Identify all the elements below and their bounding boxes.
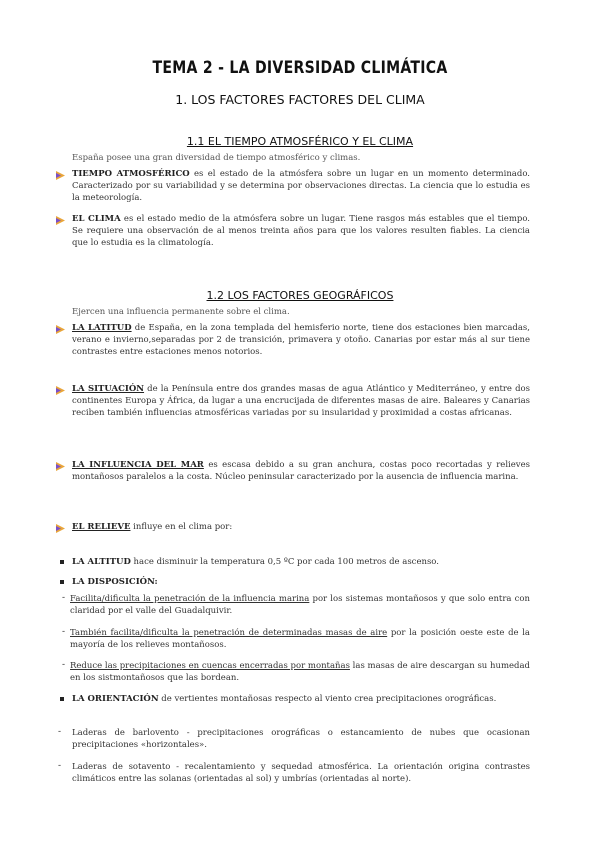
hand-bullet-icon (56, 325, 65, 334)
hand-bullet-icon (56, 386, 65, 395)
disposicion-item: LA DISPOSICIÓN: (72, 577, 158, 587)
section-heading-1-1: 1.1 EL TIEMPO ATMOSFÉRICO Y EL CLIMA (186, 135, 414, 148)
square-bullet-icon (60, 580, 64, 584)
situacion-paragraph: LA SITUACIÓN de la Península entre dos grandes masas de agua Atlántico y Mediterráneo, y entre dos continentes Europa y África, da lugar a una encrucijada de diferentes masas de aire. Baleares y Canarias reciben también influencias atmosféricas variadas por su insularidad y proximidad a costas africanas. (72, 384, 530, 418)
square-bullet-icon (60, 697, 64, 701)
disposicion-point-1: Facilita/dificulta la penetración de la influencia marina por los sistemas montañosos y que solo entra con claridad por el valle del Guadalquivir. (70, 594, 530, 616)
relieve-paragraph: EL RELIEVE influye en el clima por: (72, 522, 233, 532)
dash-bullet: - (62, 660, 66, 670)
dash-bullet: - (58, 761, 62, 771)
page-title: TEMA 2 - LA DIVERSIDAD CLIMÁTICA (152, 58, 448, 78)
disposicion-point-3: Reduce las precipitaciones en cuencas encerradas por montañas las masas de aire descargan su humedad en los sistmontañosos que las bordean. (70, 661, 530, 683)
latitud-paragraph: LA LATITUD de España, en la zona templada del hemisferio norte, tiene dos estaciones bien marcadas, verano e invierno,separadas por 2 de transición, primavera y otoño. Canarias por estar más al sur tiene contrastes entre estaciones menos notorios. (72, 323, 530, 357)
section-1-1-intro: España posee una gran diversidad de tiempo atmosférico y climas. (72, 153, 361, 163)
hand-bullet-icon (56, 171, 65, 180)
dash-bullet: - (58, 727, 62, 737)
dash-bullet: - (62, 593, 66, 603)
square-bullet-icon (60, 560, 64, 564)
altitud-item: LA ALTITUD hace disminuir la temperatura 0,5 ºC por cada 100 metros de ascenso. (72, 557, 439, 567)
hand-bullet-icon (56, 462, 65, 471)
influencia-mar-paragraph: LA INFLUENCIA DEL MAR es escasa debido a su gran anchura, costas poco recortadas y relieves montañosos paralelos a la costa. Núcleo peninsular caracterizado por la ausencia de influencia marina. (72, 460, 530, 482)
el-clima-paragraph: EL CLIMA es el estado medio de la atmósfera sobre un lugar. Tiene rasgos más estables que el tiempo. Se requiere una observación de al menos treinta años para que los valores resulten fiables. La ciencia que lo estudia es la climatología. (72, 214, 530, 248)
sotavento-item: Laderas de sotavento - recalentamiento y sequedad atmosférica. La orientación origina contrastes climáticos entre las solanas (orientadas al sol) y umbrías (orientadas al norte). (72, 762, 530, 784)
page-subtitle: 1. LOS FACTORES FACTORES DEL CLIMA (175, 92, 425, 107)
disposicion-point-2: También facilita/dificulta la penetración de determinadas masas de aire por la posición oeste este de la mayoría de los relieves montañosos. (70, 628, 530, 650)
dash-bullet: - (62, 627, 66, 637)
tiempo-atmosferico-paragraph: TIEMPO ATMOSFÉRICO es el estado de la atmósfera sobre un lugar en un momento determinado. Caracterizado por su variabilidad y se determina por observaciones directas. La ciencia que lo estudia es la meteorología. (72, 169, 530, 203)
hand-bullet-icon (56, 524, 65, 533)
section-heading-1-2: 1.2 LOS FACTORES GEOGRÁFICOS (206, 289, 394, 302)
section-1-2-intro: Ejercen una influencia permanente sobre el clima. (72, 307, 290, 317)
orientacion-item: LA ORIENTACIÓN de vertientes montañosas respecto al viento crea precipitaciones orográficas. (72, 694, 497, 704)
barlovento-item: Laderas de barlovento - precipitaciones orográficas o estancamiento de nubes que ocasionan precipitaciones «horizontales». (72, 728, 530, 750)
hand-bullet-icon (56, 216, 65, 225)
